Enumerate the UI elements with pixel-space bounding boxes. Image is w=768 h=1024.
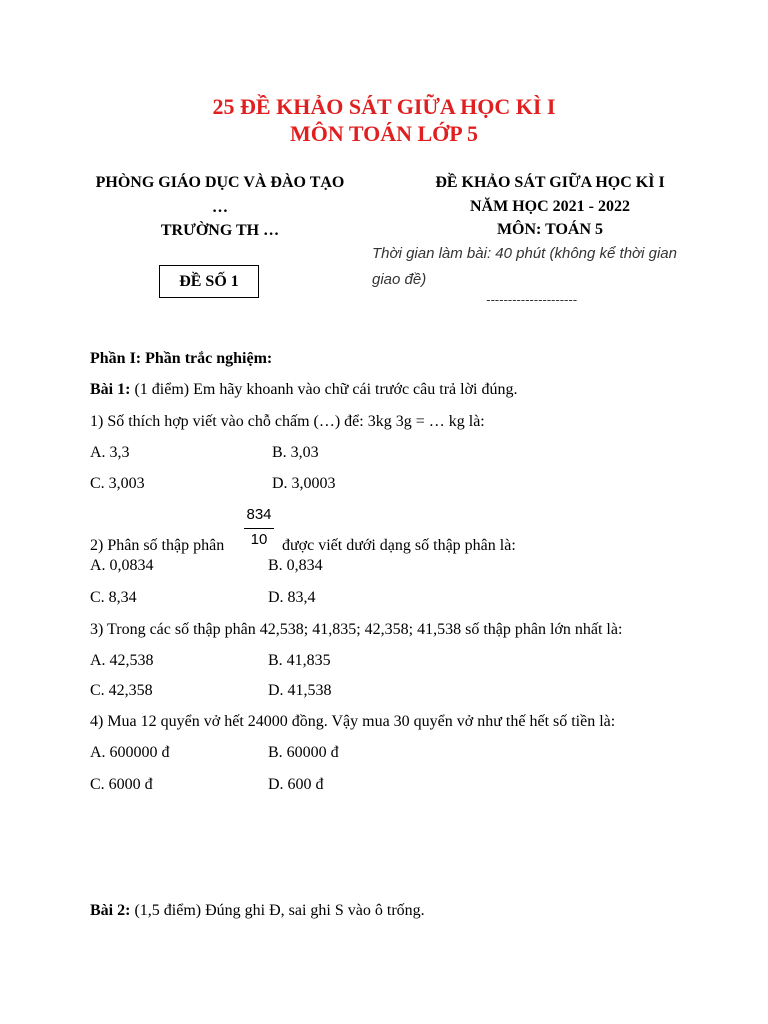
header-right-school-year: NĂM HỌC 2021 - 2022 [470,198,630,215]
header-left-ellipsis: … [212,199,228,216]
time-limit-line1: Thời gian làm bài: 40 phút (không kể thời gian [372,245,677,262]
fraction-bar [244,528,274,529]
question-1-text: 1) Số thích hợp viết vào chỗ chấm (…) để: 3kg 3g = … kg là: [90,413,485,430]
bai2-text: (1,5 điểm) Đúng ghi Đ, sai ghi S vào ô trống. [130,902,425,919]
header-right-subject: MÔN: TOÁN 5 [496,221,604,238]
exam-number-box: ĐỀ SỐ 1 [159,265,259,298]
question-3-option-d: D. 41,538 [268,682,332,699]
question-4-option-a: A. 600000 đ [90,744,170,761]
bai2-instruction [90,902,425,920]
question-2-option-c: C. 8,34 [90,589,137,606]
fraction-numerator: 834 [246,506,272,523]
bai1-label: Bài 1: [90,381,131,398]
header-divider-dashes: --------------------- [486,292,577,307]
question-2-option-a: A. 0,0834 [90,557,154,574]
question-3-option-a: A. 42,538 [90,652,154,669]
document-title-line1: 25 ĐỀ KHẢO SÁT GIỮA HỌC KÌ I [212,94,556,119]
question-2-text-after: được viết dưới dạng số thập phân là: [282,537,516,554]
bai1-text: (1 điểm) Em hãy khoanh vào chữ cái trước câu trả lời đúng. [130,381,518,398]
question-1-option-a: A. 3,3 [90,444,130,461]
question-4-text: 4) Mua 12 quyển vở hết 24000 đồng. Vậy mua 30 quyển vở như thế hết số tiền là: [90,713,616,730]
header-left-school: TRƯỜNG TH … [160,222,280,239]
question-1-option-b: B. 3,03 [272,444,319,461]
question-2-fraction [244,506,274,549]
question-4-option-b: B. 60000 đ [268,744,339,761]
bai2-label: Bài 2: [90,902,131,919]
question-2-option-b: B. 0,834 [268,557,323,574]
fraction-denominator: 10 [250,531,268,548]
header-left-department: PHÒNG GIÁO DỤC VÀ ĐÀO TẠO [95,174,345,191]
time-limit-line2: giao đề) [372,271,427,288]
question-4-option-d: D. 600 đ [268,776,324,793]
question-2-option-d: D. 83,4 [268,589,316,606]
question-3-option-c: C. 42,358 [90,682,153,699]
document-title-line2: MÔN TOÁN LỚP 5 [289,121,479,146]
question-1-option-c: C. 3,003 [90,475,145,492]
question-3-text: 3) Trong các số thập phân 42,538; 41,835; 42,358; 41,538 số thập phân lớn nhất là: [90,621,623,638]
bai1-instruction [90,381,517,399]
question-2-text-before: 2) Phân số thập phân [90,537,225,554]
question-4-option-c: C. 6000 đ [90,776,153,793]
question-3-option-b: B. 41,835 [268,652,331,669]
part1-heading: Phần I: Phần trắc nghiệm: [90,350,273,367]
question-1-option-d: D. 3,0003 [272,475,336,492]
header-right-exam-title: ĐỀ KHẢO SÁT GIỮA HỌC KÌ I [435,174,665,191]
